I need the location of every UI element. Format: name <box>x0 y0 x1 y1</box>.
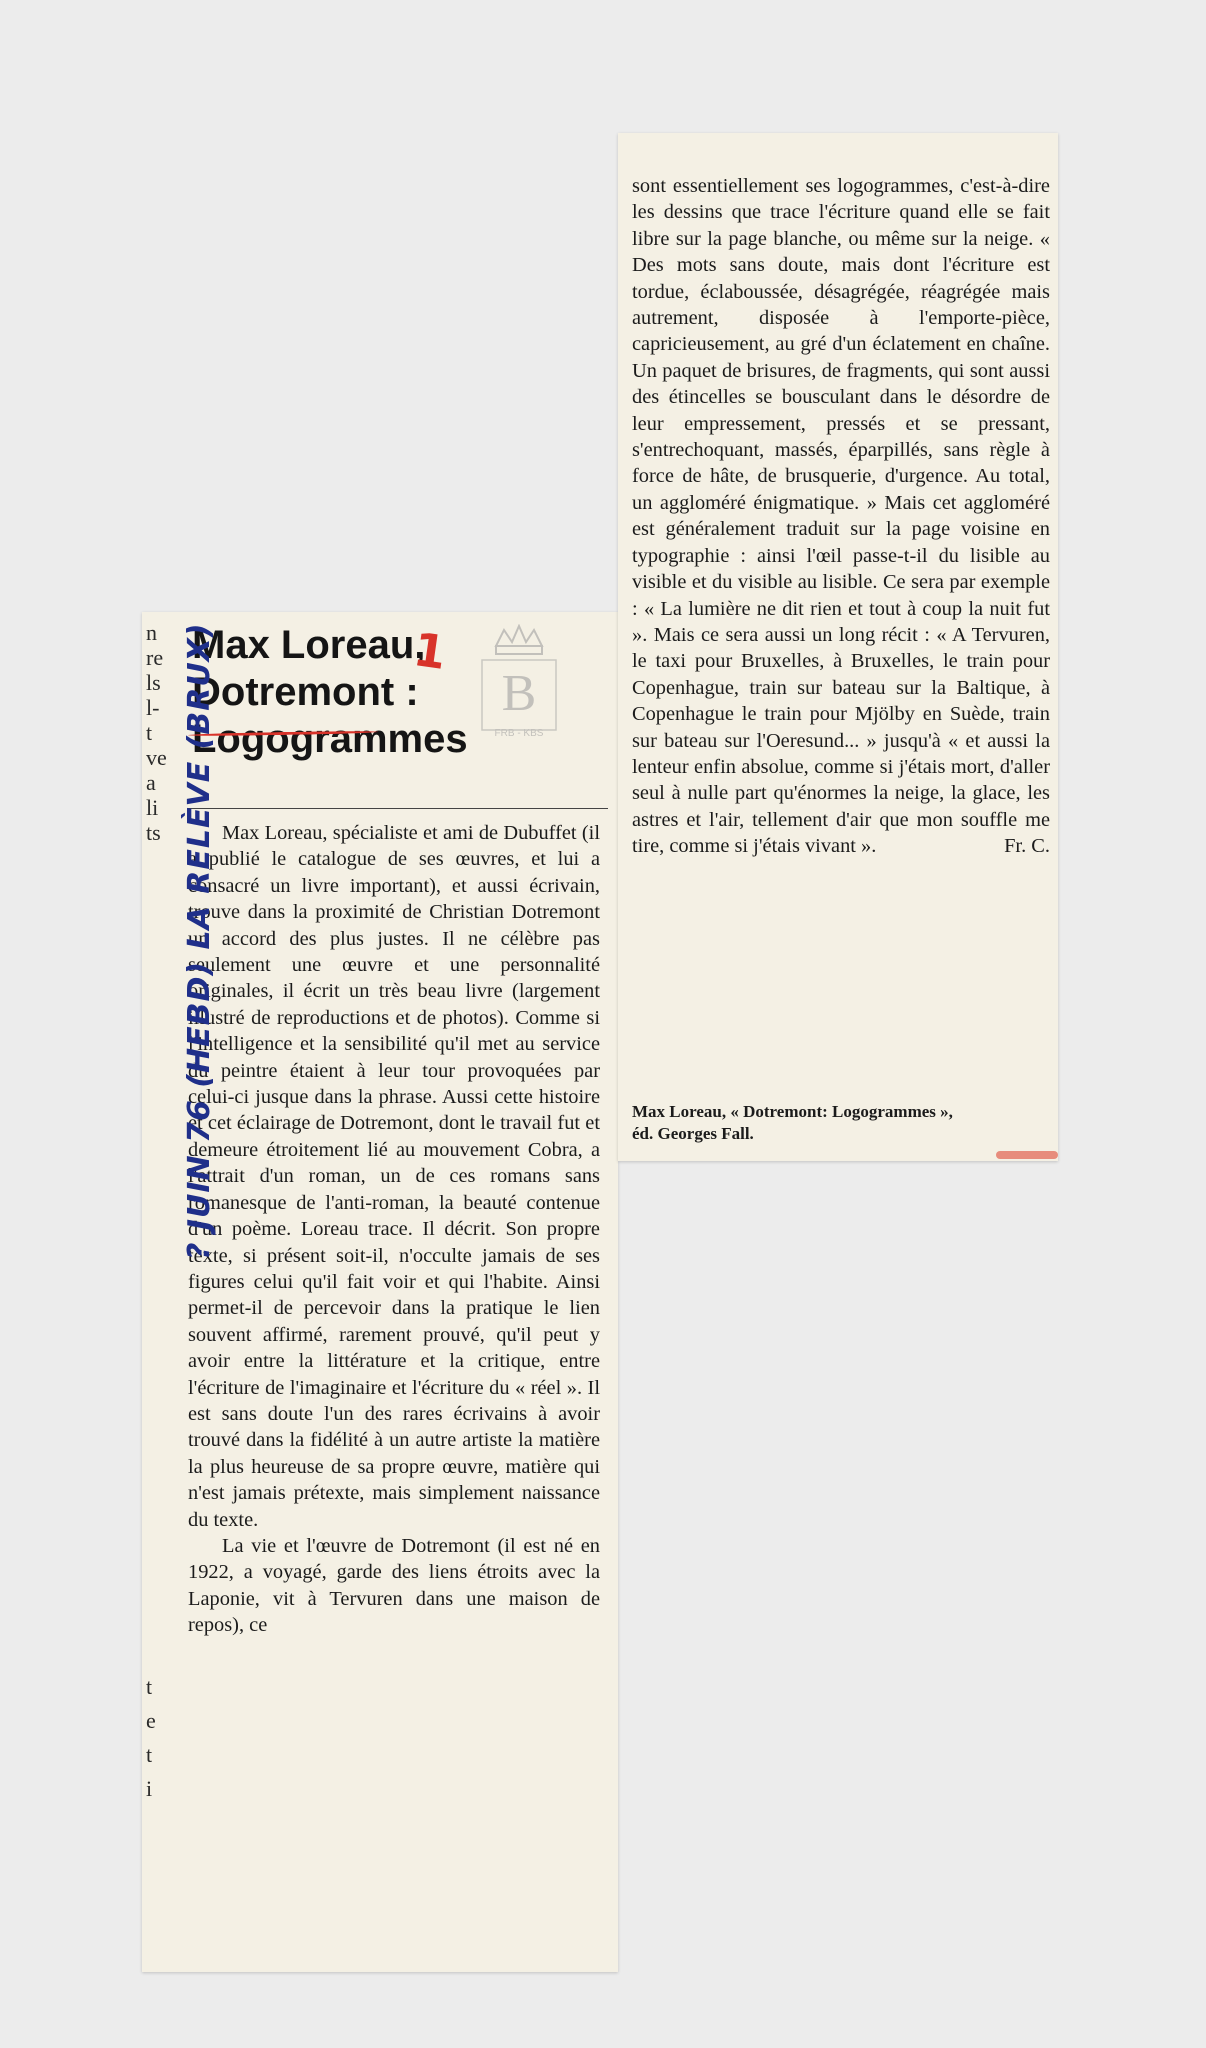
svg-text:FRB - KBS: FRB - KBS <box>494 728 544 738</box>
edge-letter: ve <box>146 745 167 770</box>
paragraph: La vie et l'œuvre de Dotremont (il est né en 1922, a voyagé, garde des liens étroits avec la Laponie, vit à Tervuren dans une maison de repos), ce <box>188 1534 600 1637</box>
svg-text:B: B <box>501 665 537 722</box>
edge-letter: li <box>146 795 159 820</box>
headline-line-1: Max Loreau, <box>192 623 426 667</box>
article-body-left <box>188 820 600 1639</box>
edge-letter: t <box>146 1742 153 1767</box>
handwritten-date-source-note: ? JUIN 76 (HEBD) LA RELÈVE (BRUX) <box>182 622 217 1260</box>
headline-divider <box>188 808 608 809</box>
edge-letter: i <box>146 1776 153 1801</box>
cut-edge-letters-top <box>146 620 167 845</box>
edge-letter: ts <box>146 820 161 845</box>
crown-stamp-icon <box>478 624 560 738</box>
paragraph-text: sont essentiellement ses logogrammes, c'est-à-dire les dessins que trace l'écriture quand elle se fait libre sur la page blanche, ou même sur la neige. « Des mots sans doute, mais dont l'écriture est tordue, éclaboussée, désagrégée, réagrégée mais autrement, disposée à l'emporte-pièce, capricieusement, au gré d'un éclatement en chaîne. Un paquet de brisures, de fragments, qui sont aussi des étincelles se bousculant dans le désordre de leur empressement, pressés et se pressant, s'entrechoquant, massés, éparpillés, sans règle à force de hâte, de brusquerie, d'urgence. Au total, un aggloméré énigmatique. » Mais cet aggloméré est généralement traduit sur la page voisine en typographie : ainsi l'œil passe-t-il du lisible au visible et du visible au lisible. Ce sera par exemple : « La lumière ne dit rien et tout à coup la nuit fut ». Mais ce sera aussi un long récit : « A Tervuren, le taxi pour Bruxelles, à Bruxelles, le train pour Copenhague, train sur bateau sur la Baltique, à Copenhague le train pour Mjölby en Suède, train sur bateau sur l'Oeresund... » jusqu'à « et aussi la lenteur enfin absolue, comme si j'étais mort, d'aller seul à nulle part qu'énormes la neige, la glace, les astres et l'air, tellement d'air que mon souffle me tire, comme si j'étais vivant ». <box>632 175 1050 858</box>
paragraph <box>632 173 1050 860</box>
edge-letter: ls <box>146 670 161 695</box>
caption-line-1: Max Loreau, « Dotremont: Logogrammes », <box>632 1102 953 1121</box>
edge-letter: t <box>146 1674 153 1699</box>
cut-edge-letters-bottom <box>146 1670 156 1806</box>
edge-letter: t <box>146 720 153 745</box>
edge-letter: n <box>146 620 157 645</box>
article-body-right <box>632 173 1050 860</box>
caption-line-2: éd. Georges Fall. <box>632 1124 754 1143</box>
headline-line-3: Logogrammes <box>192 717 468 761</box>
edge-letter: l- <box>146 695 160 720</box>
edge-letter: e <box>146 1708 156 1733</box>
edge-letter: a <box>146 770 156 795</box>
headline-line-2: Dotremont : <box>192 670 419 714</box>
edge-letter: re <box>146 645 164 670</box>
right-newspaper-clipping <box>618 133 1058 1161</box>
red-marker-annotation: 1 <box>410 622 450 680</box>
book-reference-caption <box>632 1101 1052 1145</box>
paragraph: Max Loreau, spécialiste et ami de Dubuffet (il a publié le catalogue de ses œuvres, et lui a consacré un livre important), et aussi écrivain, trouve dans la proximité de Christian Dotremont un accord des plus justes. Il ne célèbre pas seulement une œuvre et une personnalité originales, il écrit un très beau livre (largement illustré de reproductions et de photos). Comme si l'intelligence et la sensibilité qu'il met au service du peintre étaient à leur tour provoquées par celui-ci jusque dans la phrase. Aussi cette histoire et cet éclairage de Dotremont, dont le travail fut et demeure étroitement lié au mouvement Cobra, a l'attrait d'un roman, un de ces romans sans romanesque de l'anti-roman, la beauté contenue d'un poème. Loreau trace. Il décrit. Son propre texte, si présent soit-il, n'occulte jamais de ses figures celui qu'il fait voir et qui l'habite. Ainsi permet-il de percevoir dans la pratique le lien souvent affirmé, rarement prouvé, qu'il peut y avoir entre la littérature et la critique, entre l'écriture de l'imaginaire et l'écriture du « réel ». Il est sans doute l'un des rares écrivains à avoir trouvé dans la fidélité à un autre artiste la matière la plus heureuse de sa propre œuvre, matière qui n'est jamais prétexte, mais simplement naissance du texte. <box>188 822 600 1531</box>
red-marker-smear <box>996 1151 1058 1159</box>
author-signature: Fr. C. <box>1004 835 1050 858</box>
